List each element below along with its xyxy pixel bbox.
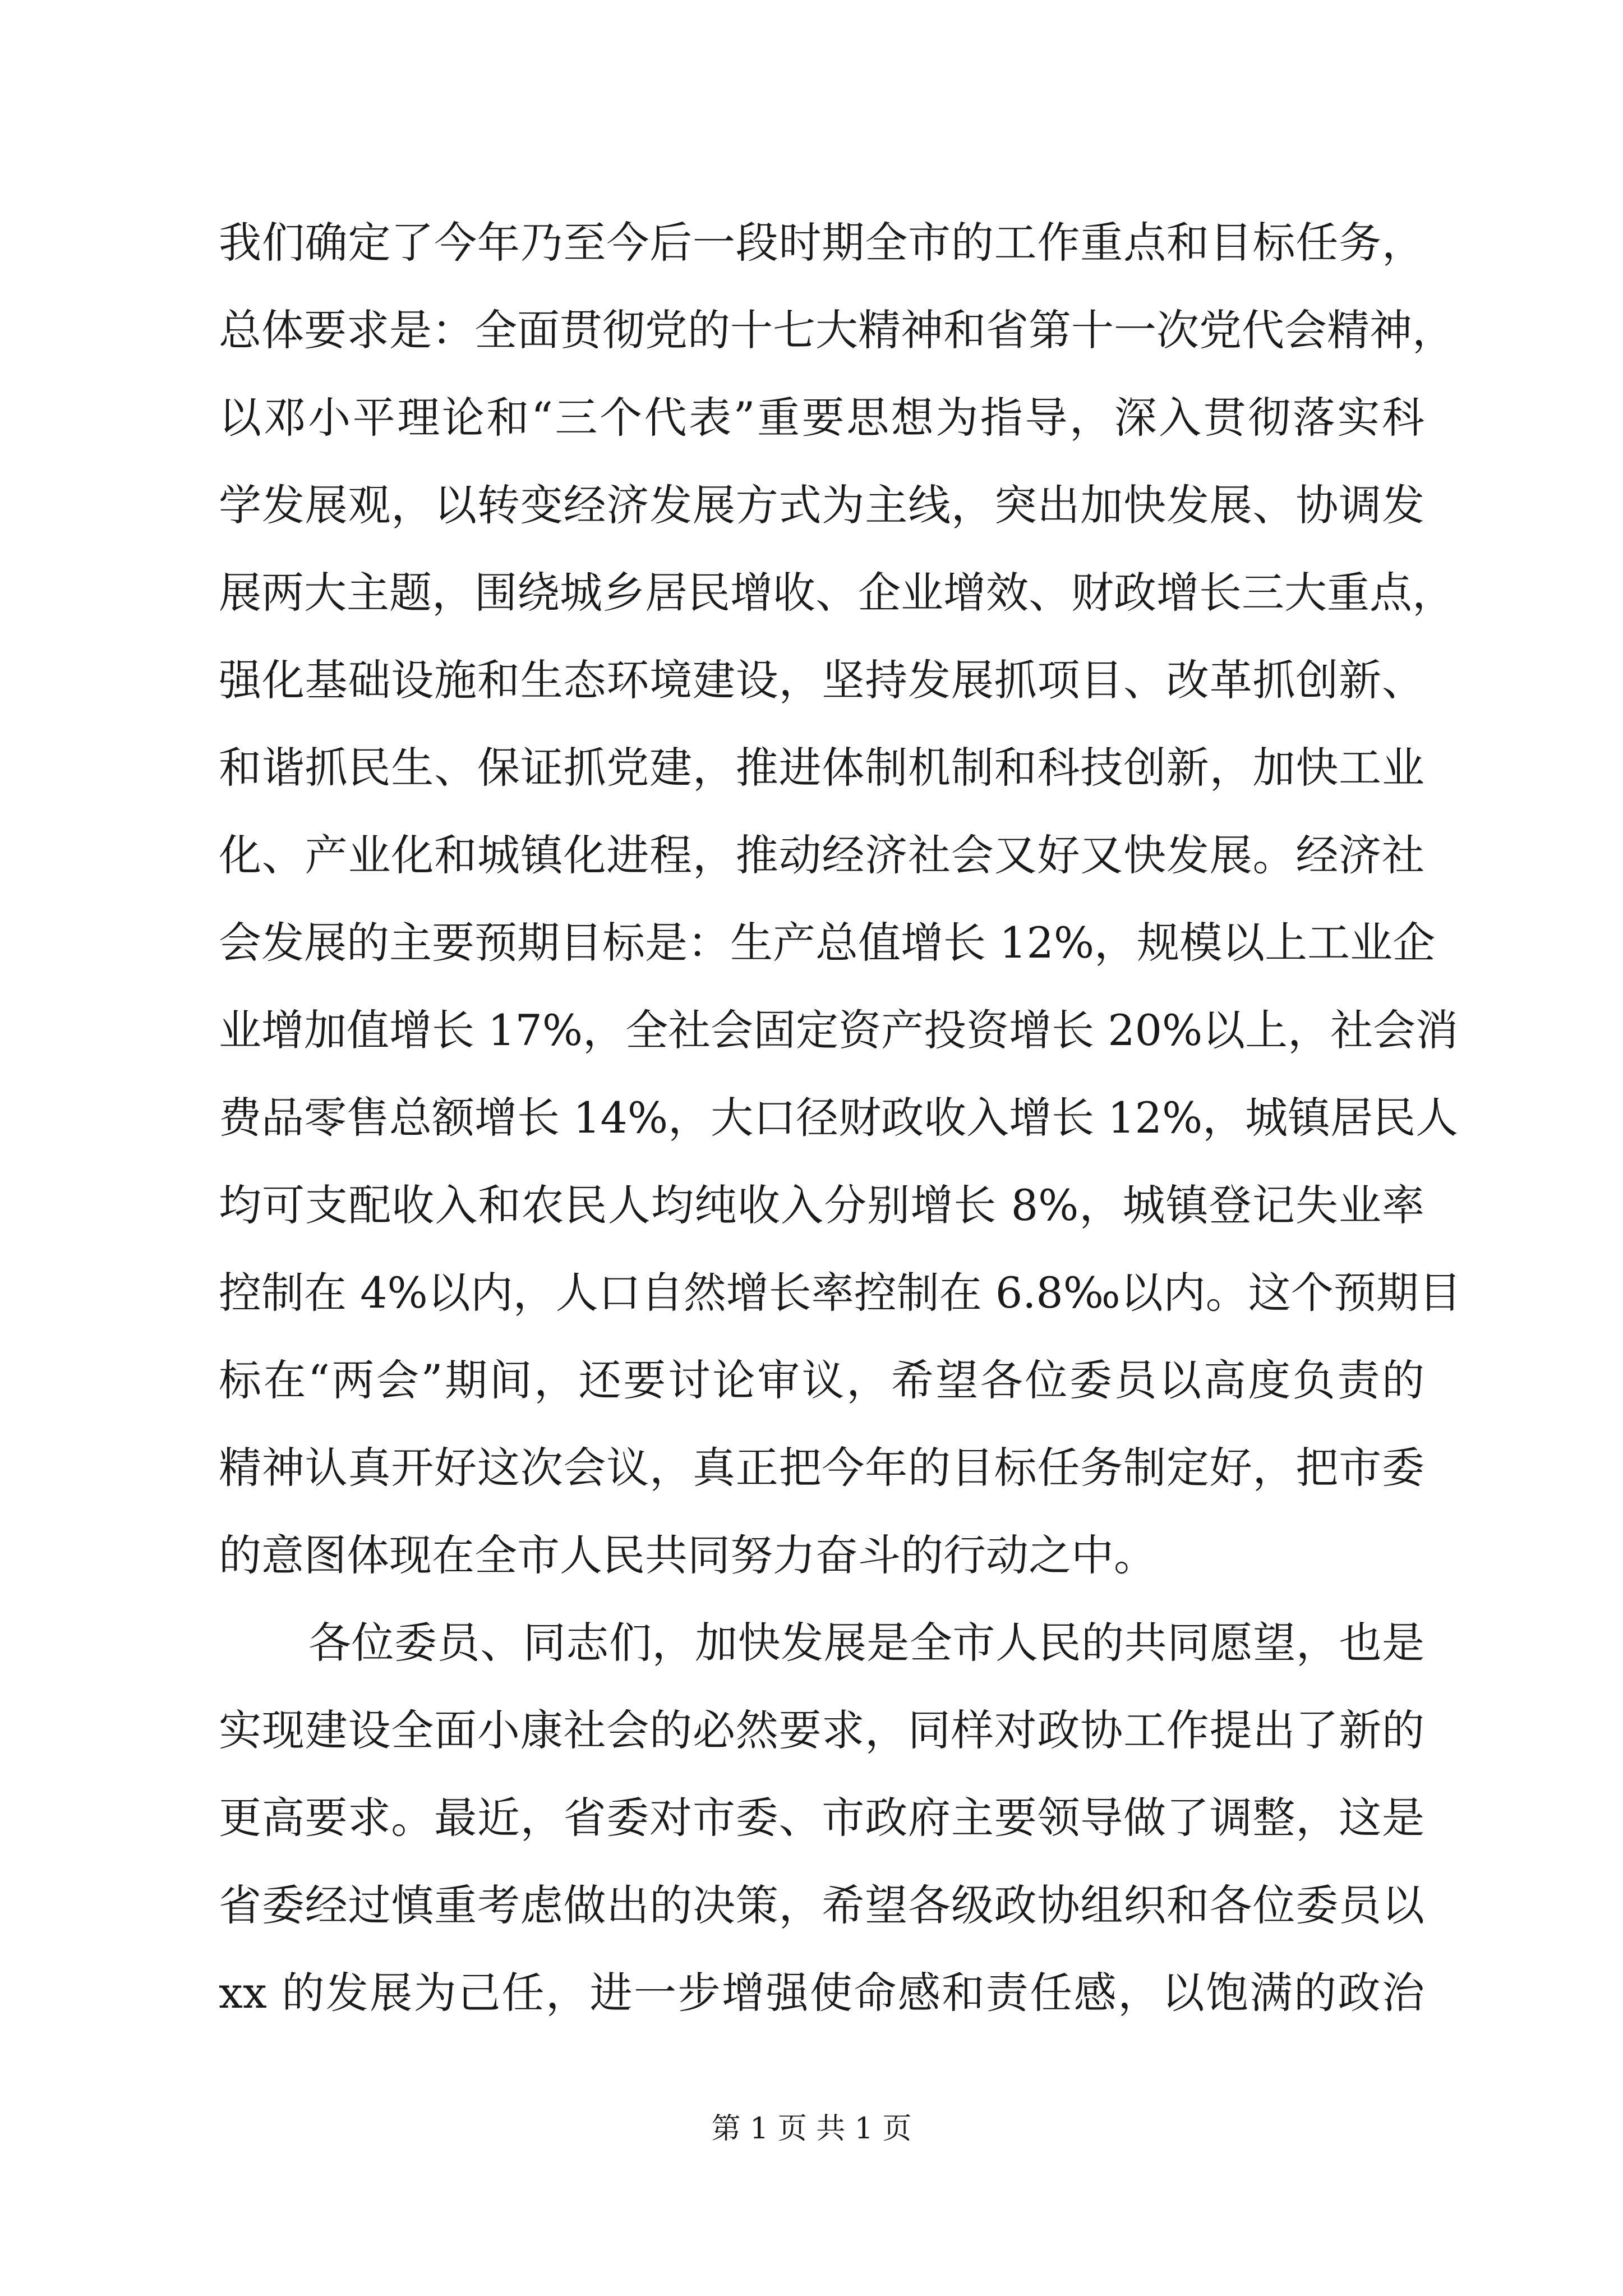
text-line: xx 的发展为己任，进一步增强使命感和责任感，以饱满的政治	[219, 1968, 1424, 2018]
text-line: 实现建设全面小康社会的必然要求，同样对政协工作提出了新的	[219, 1705, 1424, 1755]
text-line: 我们确定了今年乃至今后一段时期全市的工作重点和目标任务，	[219, 218, 1424, 268]
text-line: 总体要求是：全面贯彻党的十七大精神和省第十一次党代会精神，	[219, 305, 1455, 355]
text-line: 控制在 4%以内，人口自然增长率控制在 6.8‰以内。这个预期目	[219, 1268, 1461, 1318]
paragraph-end-line: 的意图体现在全市人民共同努力奋斗的行动之中。	[219, 1530, 1156, 1580]
text-line: 更高要求。最近，省委对市委、市政府主要领导做了调整，这是	[219, 1793, 1424, 1843]
text-line: 精神认真开好这次会议，真正把今年的目标任务制定好，把市委	[219, 1443, 1424, 1493]
text-line: 均可支配收入和农民人均纯收入分别增长 8%，城镇登记失业率	[219, 1180, 1424, 1230]
page-footer: 第 1 页 共 1 页	[711, 2112, 912, 2146]
text-line: 省委经过慎重考虑做出的决策，希望各级政协组织和各位委员以	[219, 1880, 1424, 1930]
text-line: 和谐抓民生、保证抓党建，推进体制机制和科技创新，加快工业	[219, 743, 1424, 793]
text-line: 会发展的主要预期目标是：生产总值增长 12%，规模以上工业企	[219, 918, 1436, 968]
body-text	[219, 199, 1461, 2037]
text-line: 展两大主题，围绕城乡居民增收、企业增效、财政增长三大重点，	[219, 568, 1455, 618]
text-line: 业增加值增长 17%，全社会固定资产投资增长 20%以上，社会消	[219, 1005, 1459, 1055]
text-line: 化、产业化和城镇化进程，推动经济社会又好又快发展。经济社	[219, 830, 1424, 880]
text-line: 以邓小平理论和“三个代表”重要思想为指导，深入贯彻落实科	[219, 393, 1424, 443]
paragraph-start-line: 各位委员、同志们，加快发展是全市人民的共同愿望，也是	[308, 1618, 1424, 1668]
text-line: 强化基础设施和生态环境建设，坚持发展抓项目、改革抓创新、	[219, 655, 1424, 705]
text-line: 费品零售总额增长 14%，大口径财政收入增长 12%，城镇居民人	[219, 1093, 1459, 1143]
text-line: 学发展观，以转变经济发展方式为主线，突出加快发展、协调发	[219, 480, 1424, 530]
text-line: 标在“两会”期间，还要讨论审议，希望各位委员以高度负责的	[219, 1355, 1424, 1405]
